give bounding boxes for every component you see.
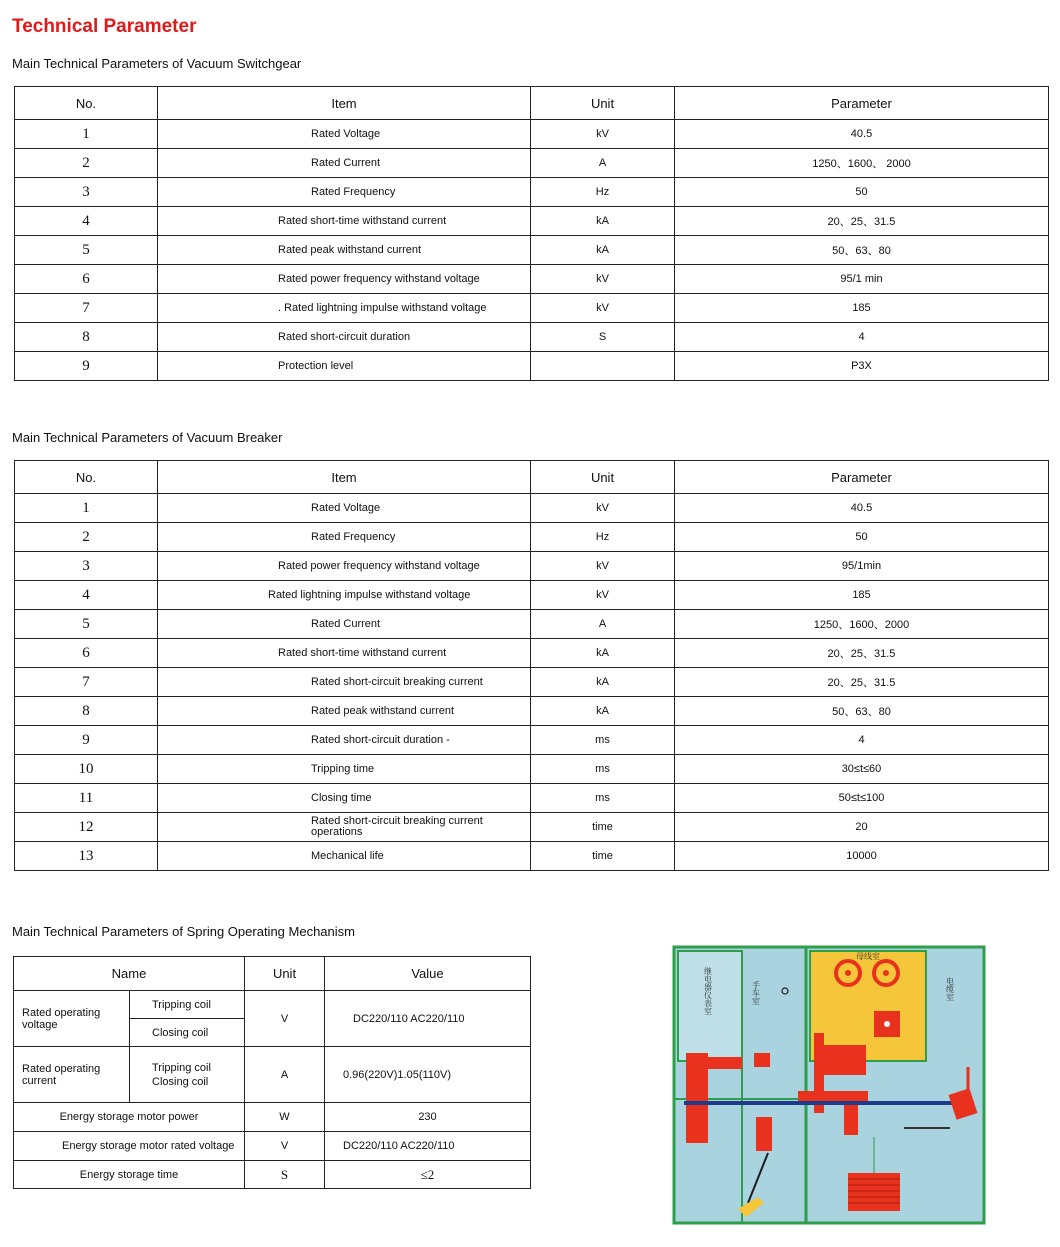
header-value: Value [325, 957, 531, 991]
switchgear-diagram [668, 941, 988, 1228]
row-item: Rated short-circuit breaking current [158, 668, 531, 697]
header-name: Name [14, 957, 245, 991]
voltage-value: DC220/110 AC220/110 [325, 991, 531, 1047]
row-item: Mechanical life [158, 842, 531, 871]
table-header-row [15, 87, 1049, 120]
table-row [15, 149, 1049, 178]
row-unit: kV [531, 120, 675, 149]
header-no: No. [15, 87, 158, 120]
row-item: Rated peak withstand current [158, 697, 531, 726]
row-unit: kA [531, 639, 675, 668]
current-coils-label: Tripping coil Closing coil [130, 1047, 245, 1103]
row-no: 6 [15, 265, 158, 294]
row-unit: S [245, 1161, 325, 1189]
row-unit: kA [531, 668, 675, 697]
row-param: 30≤t≤60 [675, 755, 1049, 784]
row-param: 4 [675, 323, 1049, 352]
header-parameter: Parameter [675, 87, 1049, 120]
row-value: DC220/110 AC220/110 [325, 1132, 531, 1161]
table-row [15, 494, 1049, 523]
mechanism-table [13, 956, 531, 1189]
row-no: 5 [15, 610, 158, 639]
table-row [15, 352, 1049, 381]
row-item: Rated short-circuit duration - [158, 726, 531, 755]
row-no: 5 [15, 236, 158, 265]
table-row [15, 120, 1049, 149]
row-unit: S [531, 323, 675, 352]
row-item: Rated Voltage [158, 494, 531, 523]
row-unit: Hz [531, 178, 675, 207]
mechanism-subtitle: Main Technical Parameters of Spring Operating Mechanism [12, 924, 355, 939]
row-value: 230 [325, 1103, 531, 1132]
table-header-row [14, 957, 531, 991]
header-unit: Unit [245, 957, 325, 991]
closing-coil-label: Closing coil [130, 1019, 245, 1047]
table-row [15, 813, 1049, 842]
row-no: 12 [15, 813, 158, 842]
row-param: 50、63、80 [675, 236, 1049, 265]
row-unit: Hz [531, 523, 675, 552]
row-no: 9 [15, 726, 158, 755]
row-no: 1 [15, 494, 158, 523]
header-unit: Unit [531, 87, 675, 120]
row-unit: kV [531, 494, 675, 523]
row-item: Tripping time [158, 755, 531, 784]
row-unit: time [531, 813, 675, 842]
header-item: Item [158, 87, 531, 120]
operating-shaft [684, 1101, 974, 1105]
switchgear-subtitle: Main Technical Parameters of Vacuum Switchgear [12, 56, 302, 71]
row-param: 50 [675, 523, 1049, 552]
row-no: 8 [15, 323, 158, 352]
row-no: 7 [15, 294, 158, 323]
table-row [14, 1161, 531, 1189]
row-param: 40.5 [675, 120, 1049, 149]
busbar-room [810, 951, 926, 1061]
row-item: Rated peak withstand current [158, 236, 531, 265]
row-item: Rated Voltage [158, 120, 531, 149]
table-header-row [15, 461, 1049, 494]
row-unit: kV [531, 552, 675, 581]
row-param: 20、25、31.5 [675, 207, 1049, 236]
table-row [14, 1047, 531, 1103]
row-no: 4 [15, 581, 158, 610]
voltage-unit: V [245, 991, 325, 1047]
row-unit: V [245, 1132, 325, 1161]
header-parameter: Parameter [675, 461, 1049, 494]
relay-room-label: 继电器仪表室 [703, 967, 713, 1015]
row-param: 50≤t≤100 [675, 784, 1049, 813]
row-param: 1250、1600、 2000 [675, 149, 1049, 178]
row-item: Rated short-time withstand current [158, 639, 531, 668]
row-param: 20、25、31.5 [675, 639, 1049, 668]
row-param: 185 [675, 294, 1049, 323]
row-no: 8 [15, 697, 158, 726]
voltage-label: Rated operating voltage [14, 991, 130, 1047]
current-label: Rated operating current [14, 1047, 130, 1103]
table-row [15, 581, 1049, 610]
row-no: 1 [15, 120, 158, 149]
row-item: Rated short-circuit duration [158, 323, 531, 352]
breaker-table [14, 460, 1049, 871]
row-item: . Rated lightning impulse withstand voltage [158, 294, 531, 323]
row-param: 20 [675, 813, 1049, 842]
table-row [15, 236, 1049, 265]
table-row [15, 842, 1049, 871]
row-unit: kA [531, 697, 675, 726]
row-name: Energy storage motor rated voltage [14, 1132, 245, 1161]
table-row [15, 552, 1049, 581]
row-param: 50、63、80 [675, 697, 1049, 726]
row-param: 40.5 [675, 494, 1049, 523]
row-no: 10 [15, 755, 158, 784]
row-no: 3 [15, 178, 158, 207]
table-row [15, 755, 1049, 784]
row-unit: kA [531, 207, 675, 236]
row-item: Rated power frequency withstand voltage [158, 552, 531, 581]
row-item: Rated Frequency [158, 178, 531, 207]
header-unit: Unit [531, 461, 675, 494]
header-item: Item [158, 461, 531, 494]
handcart-arm [686, 1053, 708, 1143]
row-unit: A [531, 610, 675, 639]
row-no: 2 [15, 149, 158, 178]
row-item: Rated Current [158, 610, 531, 639]
table-row [15, 265, 1049, 294]
row-param: 20、25、31.5 [675, 668, 1049, 697]
table-row [15, 610, 1049, 639]
row-no: 2 [15, 523, 158, 552]
table-row [15, 726, 1049, 755]
page-title: Technical Parameter [12, 16, 197, 37]
table-row [14, 991, 531, 1019]
current-value: 0.96(220V)1.05(110V) [325, 1047, 531, 1103]
row-no: 4 [15, 207, 158, 236]
row-name: Energy storage time [14, 1161, 245, 1189]
row-unit: ms [531, 755, 675, 784]
row-item: Closing time [158, 784, 531, 813]
breaker-subtitle: Main Technical Parameters of Vacuum Breaker [12, 430, 283, 445]
row-unit: kV [531, 294, 675, 323]
busbar-room-label: 母线室 [856, 952, 880, 961]
table-row [14, 1132, 531, 1161]
table-row [14, 1103, 531, 1132]
table-row [15, 523, 1049, 552]
table-row [15, 207, 1049, 236]
table-row [15, 639, 1049, 668]
cable-room-label: 电缆室 [945, 977, 955, 1001]
row-name: Energy storage motor power [14, 1103, 245, 1132]
row-no: 6 [15, 639, 158, 668]
row-item: Rated short-circuit breaking current operations [158, 813, 531, 842]
row-param: 95/1 min [675, 265, 1049, 294]
row-param: 50 [675, 178, 1049, 207]
row-unit: kV [531, 265, 675, 294]
row-item: Rated short-time withstand current [158, 207, 531, 236]
row-item: Rated power frequency withstand voltage [158, 265, 531, 294]
row-unit [531, 352, 675, 381]
row-param: 10000 [675, 842, 1049, 871]
handcart-room-label: 手车室 [751, 981, 761, 1005]
table-row [15, 668, 1049, 697]
table-row [15, 294, 1049, 323]
row-unit: time [531, 842, 675, 871]
row-no: 3 [15, 552, 158, 581]
row-no: 11 [15, 784, 158, 813]
row-no: 13 [15, 842, 158, 871]
row-param: 4 [675, 726, 1049, 755]
row-item: Rated Frequency [158, 523, 531, 552]
row-param: 1250、1600、2000 [675, 610, 1049, 639]
row-param: 95/1min [675, 552, 1049, 581]
row-item: Rated lightning impulse withstand voltage [158, 581, 531, 610]
row-param: P3X [675, 352, 1049, 381]
row-unit: kA [531, 236, 675, 265]
row-unit: A [531, 149, 675, 178]
tripping-coil-label: Tripping coil [130, 991, 245, 1019]
row-item: Protection level [158, 352, 531, 381]
row-no: 7 [15, 668, 158, 697]
current-unit: A [245, 1047, 325, 1103]
row-no: 9 [15, 352, 158, 381]
row-value: ≤2 [325, 1161, 531, 1189]
row-param: 185 [675, 581, 1049, 610]
row-unit: W [245, 1103, 325, 1132]
row-unit: kV [531, 581, 675, 610]
row-unit: ms [531, 784, 675, 813]
table-row [15, 697, 1049, 726]
row-item: Rated Current [158, 149, 531, 178]
table-row [15, 323, 1049, 352]
switchgear-table [14, 86, 1049, 381]
table-row [15, 178, 1049, 207]
header-no: No. [15, 461, 158, 494]
row-unit: ms [531, 726, 675, 755]
table-row [15, 784, 1049, 813]
